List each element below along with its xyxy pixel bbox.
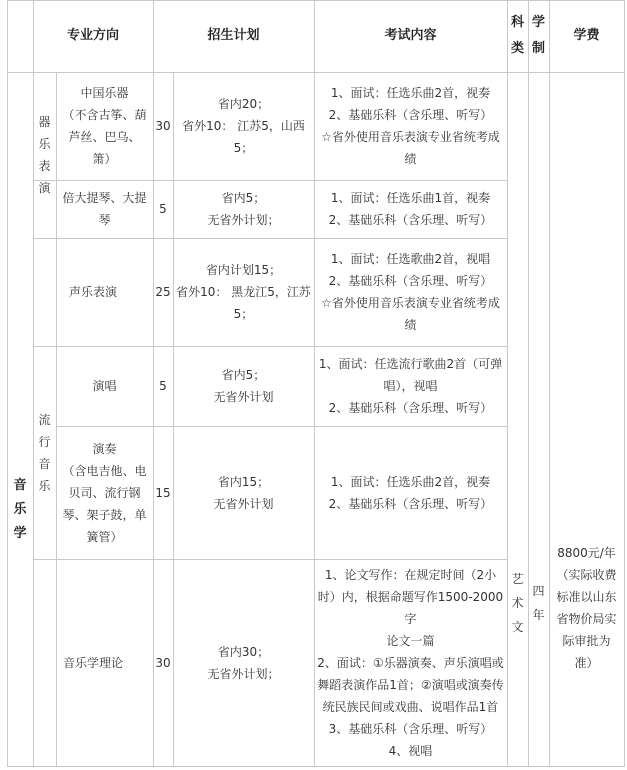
row-name: 演唱 (92, 379, 117, 393)
row-exam: 1、面试：任选乐曲2首，视奏 2、基础乐科（含乐理、听写） ☆省外使用音乐表演专业省统考成 绩 (321, 86, 500, 166)
row-name: 音乐学理论 (62, 655, 123, 670)
row-count: 5 (159, 202, 167, 216)
row-plan: 省内5； 无省外计划 (213, 368, 274, 404)
row-name: 演奏 （含电吉他、电 贝司、流行钢 琴、架子鼓，单 簧管） (62, 441, 147, 544)
row-name: 中国乐器 （不含古筝、葫 芦丝、巴乌、 箫） (62, 86, 147, 166)
row-name: 倍大提琴、大提 琴 (62, 191, 147, 227)
row-exam: 1、面试：任选乐曲2首，视奏 2、基础乐科（含乐理、听写） (328, 474, 493, 511)
row-count: 15 (155, 485, 171, 500)
row-name: 声乐表演 (68, 285, 117, 299)
row-plan: 省内30； 无省外计划； (207, 644, 280, 681)
duration-value: 四年 (532, 584, 545, 622)
grid-line (624, 0, 625, 767)
category-value: 艺术文 (511, 571, 524, 634)
row-exam: 1、论文写作：在规定时间（2小 时）内，根据命题写作1500-2000字 论文一篇 2、面试：①乐器演奏、声乐演唱或 舞蹈表演作品1首；②演唱或演奏传 统民族民间或戏曲、说唱作品1首 3、基础乐科（含乐理、听写） 4、视唱 (317, 567, 504, 758)
header-duration: 学制 (531, 15, 545, 56)
row-count: 25 (155, 285, 171, 299)
row-plan: 省内15； 无省外计划 (213, 474, 274, 511)
row-count: 30 (155, 655, 171, 670)
fee-value: 8800元/年 （实际收费 标准以山东 省物价局实 际审批为 准） (556, 545, 617, 670)
row-count: 30 (155, 119, 171, 133)
grid-line (7, 766, 624, 767)
header-plan: 招生计划 (207, 28, 260, 43)
header-major: 专业方向 (66, 28, 119, 43)
row-plan: 省内20； 省外10： 江苏5，山西 5； (182, 97, 305, 155)
group-instrument-label: 器乐表演 (38, 115, 51, 195)
row-exam: 1、面试：任选乐曲1首，视奏 2、基础乐科（含乐理、听写） (328, 191, 493, 227)
grid-line (528, 0, 529, 767)
header-exam: 考试内容 (384, 28, 437, 43)
grid-line (7, 0, 8, 767)
row-plan: 省内计划15； 省外10： 黑龙江5，江苏 5； (176, 263, 311, 321)
header-fee: 学费 (573, 28, 600, 43)
grid-line (507, 0, 508, 767)
row-exam: 1、面试：任选歌曲2首，视唱 2、基础乐科（含乐理、听写） ☆省外使用音乐表演专业省统考成 绩 (321, 252, 500, 332)
group-pop-label: 流行音乐 (38, 412, 51, 493)
main-major-label: 音乐学 (13, 478, 27, 541)
row-count: 5 (159, 379, 167, 393)
row-exam: 1、面试：任选流行歌曲2首（可弹 唱），视唱 2、基础乐科（含乐理、听写） (318, 357, 503, 415)
row-plan: 省内5； 无省外计划； (207, 191, 280, 227)
header-category: 科类 (510, 15, 524, 56)
